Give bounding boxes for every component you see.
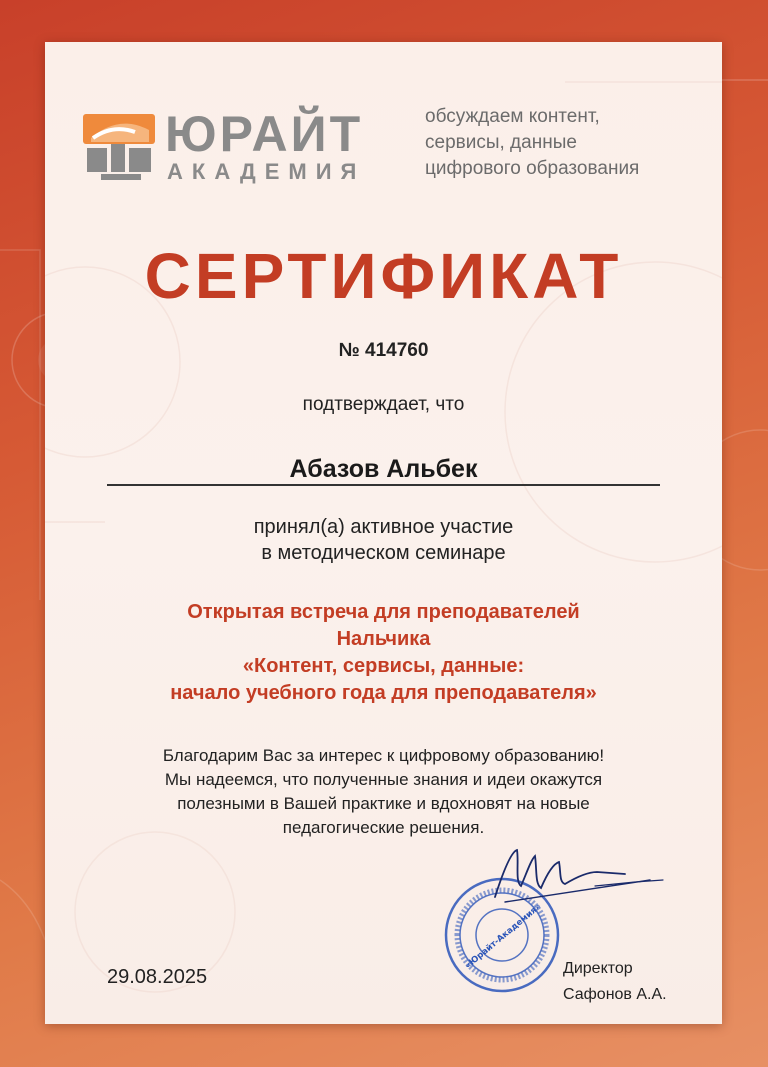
signer-name: Сафонов А.А. — [563, 986, 667, 1003]
signer-role: Директор — [563, 960, 633, 977]
tagline-line: цифрового образования — [425, 158, 640, 179]
thanks-line: полезными в Вашей практике и вдохновят на новые — [177, 794, 590, 813]
certificate-number: № 414760 — [338, 340, 429, 361]
logo-word: ЮРАЙТ — [165, 106, 364, 162]
thanks-line: педагогические решения. — [282, 818, 485, 837]
signer-block — [563, 956, 667, 1008]
participation-text — [45, 514, 722, 566]
recipient-underline — [107, 484, 660, 486]
event-title — [45, 599, 722, 707]
confirms-text: подтверждает, что — [302, 394, 465, 415]
thanks-line: Благодарим Вас за интерес к цифровому образованию! — [162, 746, 605, 765]
recipient-name: Абазов Альбек — [289, 455, 478, 483]
event-line: «Контент, сервисы, данные: — [242, 655, 525, 677]
participation-line: принял(а) активное участие — [253, 516, 514, 538]
yurait-logo — [83, 104, 373, 184]
tagline-line: обсуждаем контент, — [425, 106, 600, 127]
participation-line: в методическом семинаре — [261, 542, 506, 564]
event-line: Нальчика — [336, 628, 431, 650]
certificate-date: 29.08.2025 — [107, 966, 208, 988]
event-line: начало учебного года для преподавателя» — [170, 682, 597, 704]
thanks-line: Мы надеемся, что полученные знания и идеи окажутся — [164, 770, 603, 789]
yurait-logo-icon — [83, 108, 159, 184]
stamp-text: «Юрайт-Академия» — [463, 901, 544, 972]
logo-subtitle: АКАДЕМИЯ — [167, 159, 366, 184]
tagline-line: сервисы, данные — [425, 132, 577, 153]
thanks-text — [45, 744, 722, 840]
tagline — [425, 104, 705, 182]
director-signature — [475, 842, 675, 912]
certificate-card — [45, 42, 722, 1024]
event-line: Открытая встреча для преподавателей — [187, 601, 580, 623]
certificate-title: СЕРТИФИКАТ — [144, 240, 623, 312]
